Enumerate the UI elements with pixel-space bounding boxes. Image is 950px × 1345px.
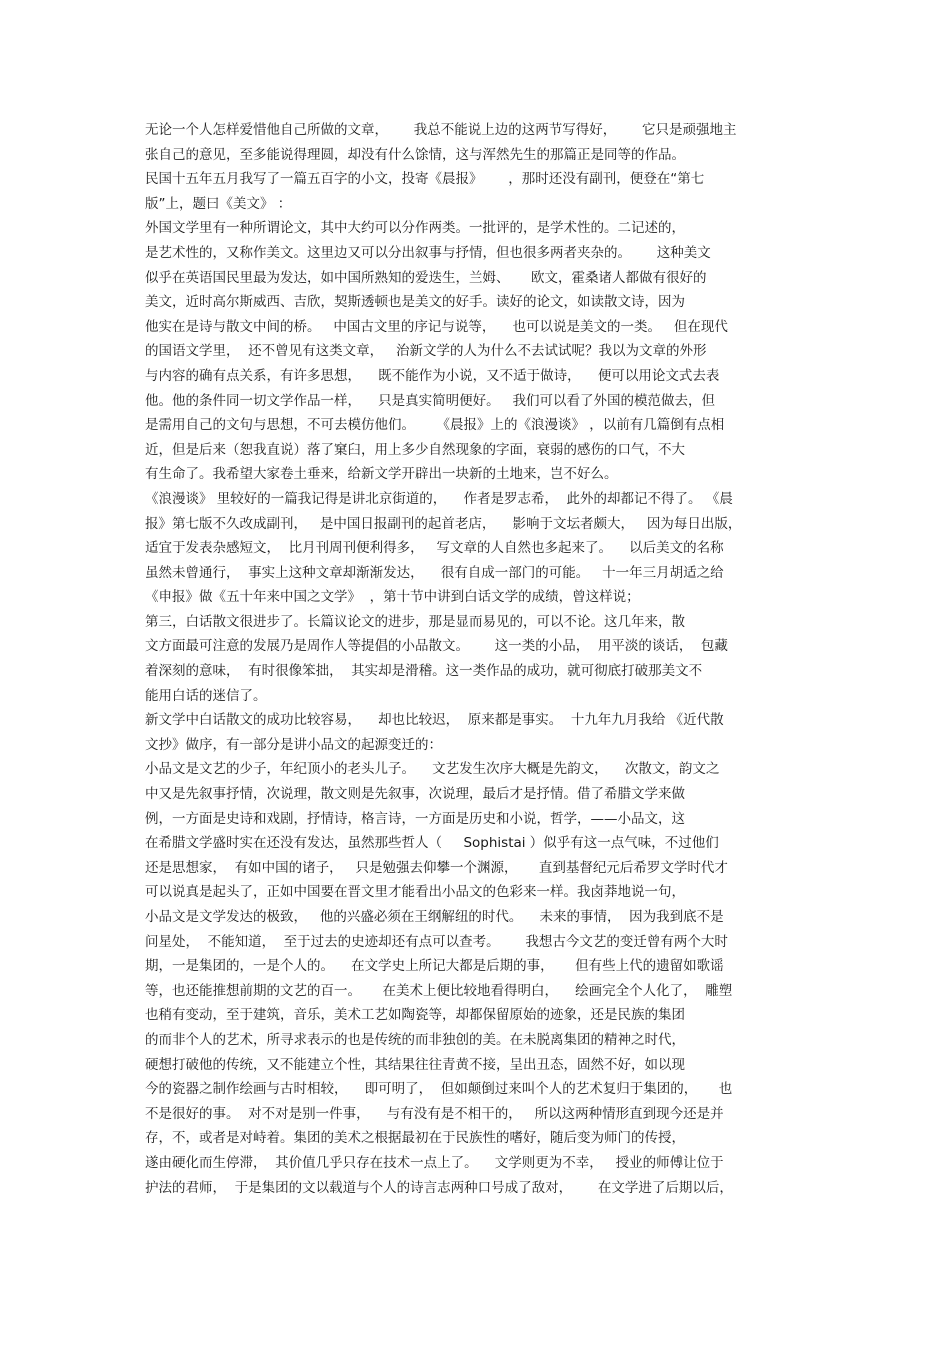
- text-line: 也稍有变动，至于建筑，音乐，美术工艺如陶瓷等，却都保留原始的迹象，还是民族的集团: [145, 1007, 685, 1024]
- text-line: 的而非个人的艺术，所寻求表示的也是传统的而非独创的美。在未脱离集团的精神之时代，: [145, 1031, 685, 1048]
- text-line: 民国十五年五月我写了一篇五百字的小文，投寄《晨报》 ，那时还没有副刊，便登在“第七: [145, 171, 705, 188]
- text-line: 小品文是文学发达的极致， 他的兴盛必须在王纲解纽的时代。 未来的事情， 因为我到底不是: [145, 909, 724, 925]
- text-line: 有生命了。我希望大家卷土垂来，给新文学开辟出一块新的土地来，岂不好么。: [145, 466, 618, 483]
- text-line: 在希腊文学盛时实在还没有发达，虽然那些哲人（ Sophistai ）似乎有这一点气味，不过他们: [145, 835, 719, 852]
- text-line: 是需用自己的文句与思想，不可去模仿他们。 《晨报》上的《浪漫谈》 ，以前有几篇倒有点相: [145, 417, 725, 434]
- text-line: 的国语文学里， 还不曾见有这类文章， 治新文学的人为什么不去试试呢？我以为文章的外形: [145, 343, 707, 360]
- text-line: 适宜于发表杂感短文， 比月刊周刊便利得多， 写文章的人自然也多起来了。 以后美文的名称: [145, 540, 724, 557]
- text-line: 他。他的条件同一切文学作品一样， 只是真实简明便好。 我们可以看了外国的模范做去，但: [145, 392, 716, 409]
- text-line: 无论一个人怎样爱惜他自己所做的文章， 我总不能说上边的这两节写得好， 它只是顽强地主: [145, 122, 737, 138]
- text-line: 今的瓷器之制作绘画与古时相较， 即可明了， 但如颠倒过来叫个人的艺术复归于集团的， 也: [145, 1081, 733, 1098]
- text-line: 版”上，题曰《美文》 ：: [145, 195, 292, 212]
- text-line: 与内容的确有点关系，有许多思想， 既不能作为小说，又不适于做诗， 便可以用论文式去表: [145, 367, 720, 384]
- text-line: 《浪漫谈》 里较好的一篇我记得是讲北京街道的， 作者是罗志希， 此外的却都记不得了。 《晨: [145, 490, 733, 507]
- text-line: 张自己的意见，至多能说得理圆，却没有什么馀情，这与浑然先生的那篇正是同等的作品。: [145, 146, 685, 163]
- text-line: 《申报》做《五十年来中国之文学》 ，第十节中讲到白话文学的成绩，曾这样说；: [145, 589, 640, 606]
- text-line: 文方面最可注意的发展乃是周作人等提倡的小品散文。 这一类的小品， 用平淡的谈话， 包藏: [145, 638, 728, 655]
- text-line: 不是很好的事。 对不对是别一件事， 与有没有是不相干的， 所以这两种情形直到现今还是并: [145, 1105, 724, 1122]
- text-line: 护法的君师， 于是集团的文以载道与个人的诗言志两种口号成了敌对， 在文学进了后期以后，: [145, 1179, 733, 1196]
- text-line: 可以说真是起头了，正如中国要在晋文里才能看出小品文的色彩来一样。我卤莽地说一句，: [145, 884, 685, 901]
- text-line: 新文学中白话散文的成功比较容易， 却也比较迟， 原来都是事实。 十九年九月我给 《近代散: [145, 712, 724, 729]
- text-line: 虽然未曾通行， 事实上这种文章却渐渐发达， 很有自成一部门的可能。 十一年三月胡适之给: [145, 564, 724, 581]
- text-line: 着深刻的意味， 有时很像笨拙， 其实却是滑稽。这一类作品的成功，就可彻底打破那美文不: [145, 663, 703, 680]
- text-line: 存，不，或者是对峙着。集团的美术之根据最初在于民族性的嗜好，随后变为师门的传授，: [145, 1130, 685, 1147]
- text-line: 还是思想家， 有如中国的诸子， 只是勉强去仰攀一个渊源， 直到基督纪元后希罗文学时代才: [145, 859, 728, 876]
- text-line: 小品文是文艺的少子，年纪顶小的老头儿子。 文艺发生次序大概是先韵文， 次散文，韵文之: [145, 761, 720, 778]
- text-line: 外国文学里有一种所谓论文，其中大约可以分作两类。一批评的，是学术性的。二记述的，: [145, 220, 685, 237]
- document-body: [145, 118, 815, 1200]
- text-line: 例，一方面是史诗和戏剧，抒情诗，格言诗，一方面是历史和小说，哲学，——小品文，这: [145, 810, 685, 827]
- text-line: 似乎在英语国民里最为发达，如中国所熟知的爱迭生，兰姆、 欧文，霍桑诸人都做有很好的: [145, 269, 707, 286]
- text-line: 期，一是集团的，一是个人的。 在文学史上所记大都是后期的事， 但有些上代的遗留如歌谣: [145, 958, 724, 975]
- text-line: 是艺术性的，又称作美文。这里边又可以分出叙事与抒情，但也很多两者夹杂的。 这种美文: [145, 244, 711, 261]
- text-line: 第三，白话散文很进步了。长篇议论文的进步，那是显而易见的，可以不论。这几年来，散: [145, 613, 685, 630]
- text-line: 美文，近时高尔斯威西、吉欣，契斯透顿也是美文的好手。读好的论文，如读散文诗，因为: [145, 294, 685, 311]
- text-line: 中又是先叙事抒情，次说理，散文则是先叙事，次说理，最后才是抒情。借了希腊文学来做: [145, 786, 685, 803]
- text-line: 能用白话的迷信了。: [145, 687, 267, 704]
- text-line: 硬想打破他的传统，又不能建立个性，其结果往往青黄不接，呈出丑态，固然不好，如以现: [145, 1056, 685, 1073]
- text-line: 文抄》做序，有一部分是讲小品文的起源变迁的：: [145, 736, 442, 753]
- text-line: 等，也还能推想前期的文艺的百一。 在美术上便比较地看得明白， 绘画完全个人化了， 雕塑: [145, 982, 733, 999]
- text-line: 问星处， 不能知道， 至于过去的史迹却还有点可以查考。 我想古今文艺的变迁曾有两个大时: [145, 933, 728, 950]
- text-line: 遂由硬化而生停滞， 其价值几乎只存在技术一点上了。 文学则更为不幸， 授业的师傅让位于: [145, 1154, 724, 1171]
- text-line: 近，但是后来（恕我直说）落了窠臼，用上多少自然现象的字面，衰弱的感伤的口气，不大: [145, 441, 685, 458]
- text-line: 他实在是诗与散文中间的桥。 中国古文里的序记与说等， 也可以说是美文的一类。 但在现代: [145, 318, 728, 335]
- text-line: 报》第七版不久改成副刊， 是中国日报副刊的起首老店， 影响于文坛者颇大， 因为每日出版，: [145, 515, 742, 532]
